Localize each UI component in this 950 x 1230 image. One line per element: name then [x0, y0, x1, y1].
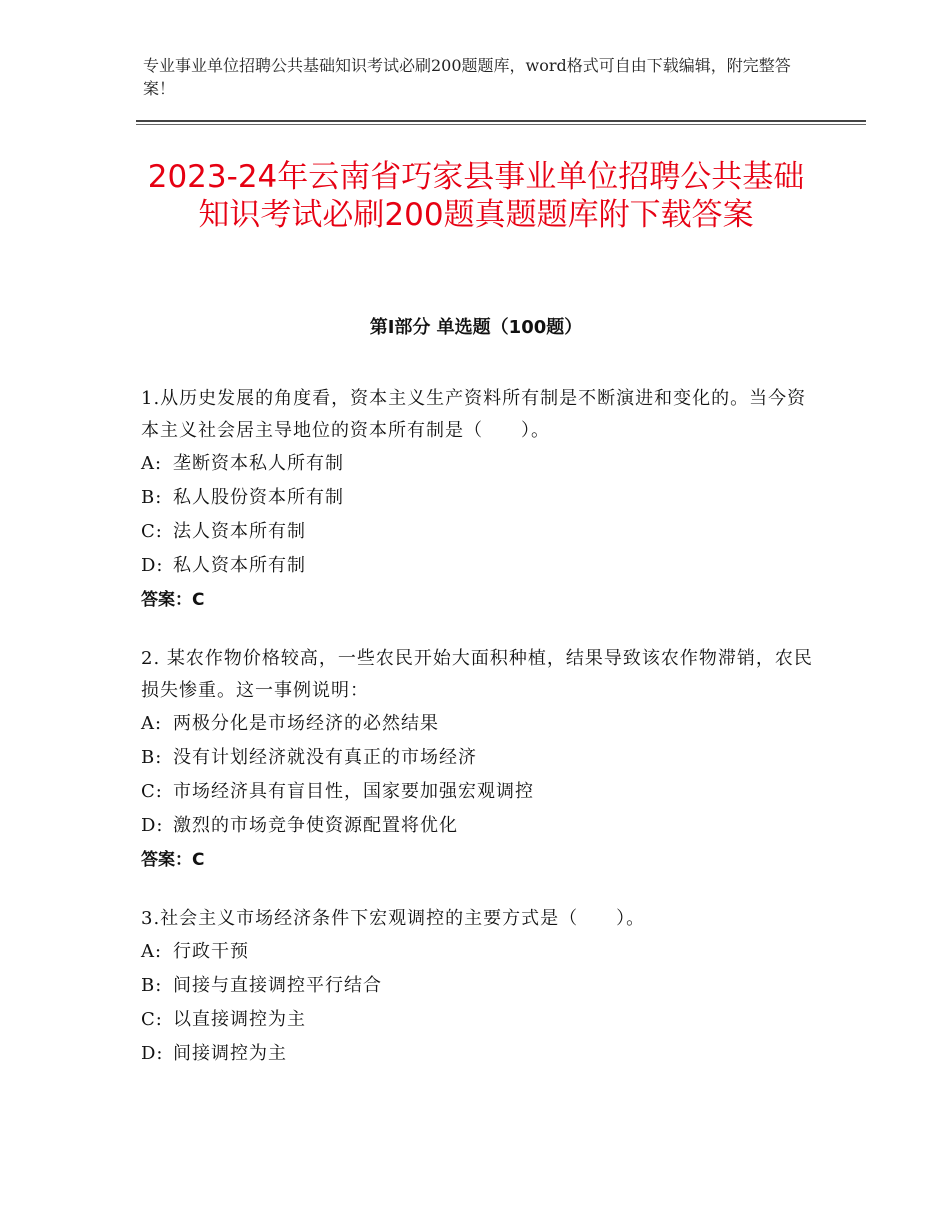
option-b [141, 969, 821, 1003]
option-d [141, 549, 821, 583]
option-b [141, 481, 821, 515]
header-note: 专业事业单位招聘公共基础知识考试必刷200题题库，word格式可自由下载编辑，附完整答案！ [143, 56, 791, 98]
option-letter: C: [141, 781, 163, 802]
question-1 [141, 383, 821, 617]
option-text: 法人资本所有制 [173, 521, 306, 542]
question-stem: 2. 某农作物价格较高，一些农民开始大面积种植，结果导致该农作物滞销，农民损失惨重。这一事例说明： [141, 648, 813, 701]
question-list [141, 383, 821, 1097]
option-letter: B: [141, 487, 163, 508]
option-text: 激烈的市场竞争使资源配置将优化 [173, 815, 458, 836]
header-divider-thin [136, 124, 866, 125]
option-d [141, 809, 821, 843]
option-text: 行政干预 [173, 941, 249, 962]
option-c [141, 775, 821, 809]
option-letter: D: [141, 815, 164, 836]
document-title: 2023-24年云南省巧家县事业单位招聘公共基础知识考试必刷200题真题题库附下载答案 [147, 159, 805, 233]
option-text: 市场经济具有盲目性，国家要加强宏观调控 [173, 781, 534, 802]
option-text: 间接调控为主 [173, 1043, 287, 1064]
option-text: 没有计划经济就没有真正的市场经济 [173, 747, 477, 768]
option-letter: B: [141, 747, 163, 768]
question-2 [141, 643, 821, 877]
option-letter: D: [141, 555, 164, 576]
option-letter: A: [141, 713, 163, 734]
option-c [141, 515, 821, 549]
option-text: 私人股份资本所有制 [173, 487, 344, 508]
question-stem: 3.社会主义市场经济条件下宏观调控的主要方式是（ ）。 [141, 908, 646, 929]
option-b [141, 741, 821, 775]
question-3 [141, 903, 821, 1071]
header-divider-thick [136, 120, 866, 122]
option-letter: C: [141, 1009, 163, 1030]
option-letter: D: [141, 1043, 164, 1064]
option-c [141, 1003, 821, 1037]
option-d [141, 1037, 821, 1071]
option-letter: A: [141, 941, 163, 962]
option-text: 垄断资本私人所有制 [173, 453, 344, 474]
answer-line: 答案：C [141, 590, 205, 610]
option-text: 两极分化是市场经济的必然结果 [173, 713, 439, 734]
option-letter: B: [141, 975, 163, 996]
option-text: 私人资本所有制 [173, 555, 306, 576]
option-a [141, 447, 821, 481]
question-stem: 1.从历史发展的角度看，资本主义生产资料所有制是不断演进和变化的。当今资本主义社会居主导地位的资本所有制是（ ）。 [141, 388, 807, 441]
option-text: 间接与直接调控平行结合 [173, 975, 382, 996]
answer-line: 答案：C [141, 850, 205, 870]
option-letter: C: [141, 521, 163, 542]
option-text: 以直接调控为主 [173, 1009, 306, 1030]
option-a [141, 935, 821, 969]
option-a [141, 707, 821, 741]
option-letter: A: [141, 453, 163, 474]
section-heading: 第Ⅰ部分 单选题（100题） [369, 317, 583, 338]
